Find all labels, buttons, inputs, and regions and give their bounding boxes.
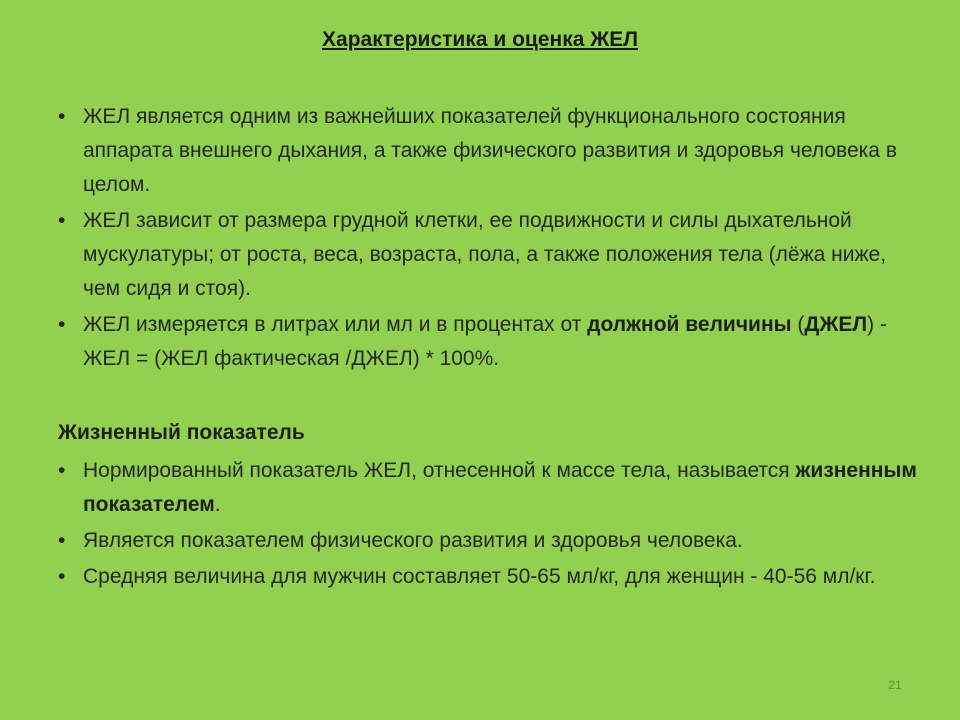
- list-item: [58, 560, 918, 594]
- bullet-icon: •: [58, 565, 66, 588]
- slide-title: Характеристика и оценка ЖЕЛ: [322, 28, 638, 51]
- bold-term: должной величины: [587, 313, 792, 336]
- list-item: [58, 454, 918, 522]
- bullet-text: ЖЕЛ зависит от размера грудной клетки, ее подвижности и силы дыхательной мускулатуры; от роста, веса, возраста, пола, а также положения тела (лёжа ниже, чем сидя и стоя).: [83, 209, 887, 300]
- list-item: [58, 308, 918, 376]
- bullet-icon: •: [58, 459, 66, 482]
- bullet-icon: •: [58, 105, 66, 128]
- bullet-text-part: Нормированный показатель ЖЕЛ, отнесенной к массе тела, называется: [83, 459, 796, 482]
- section-2: [58, 416, 918, 596]
- bullet-list: [58, 100, 918, 376]
- bullet-text-part: ЖЕЛ измеряется в литрах или мл и в процентах от: [83, 313, 588, 336]
- section-1: [58, 100, 918, 378]
- bold-term: ДЖЕЛ: [804, 313, 868, 336]
- page-number: 21: [888, 678, 902, 692]
- bullet-text-part: .: [214, 493, 221, 516]
- bullet-icon: •: [58, 529, 66, 552]
- bold-term: жизненным показателем: [83, 459, 917, 516]
- bullet-text: ЖЕЛ является одним из важнейших показателей функционального состояния аппарата внешнего дыхания, а также физического развития и здоровья человека в целом.: [83, 105, 897, 196]
- list-item: [58, 524, 918, 558]
- list-item: [58, 100, 918, 202]
- bullet-icon: •: [58, 313, 66, 336]
- bullet-text-part: ) - ЖЕЛ = (ЖЕЛ фактическая /ДЖЕЛ) * 100%.: [83, 313, 905, 370]
- bullet-text: Средняя величина для мужчин составляет 50-65 мл/кг, для женщин - 40-56 мл/кг.: [83, 565, 876, 588]
- bullet-text: Является показателем физического развития и здоровья человека.: [83, 529, 743, 552]
- list-item: [58, 204, 918, 306]
- bullet-list: [58, 454, 918, 594]
- section-heading: Жизненный показатель: [58, 421, 305, 444]
- bullet-text-part: (: [791, 313, 805, 336]
- bullet-icon: •: [58, 209, 66, 232]
